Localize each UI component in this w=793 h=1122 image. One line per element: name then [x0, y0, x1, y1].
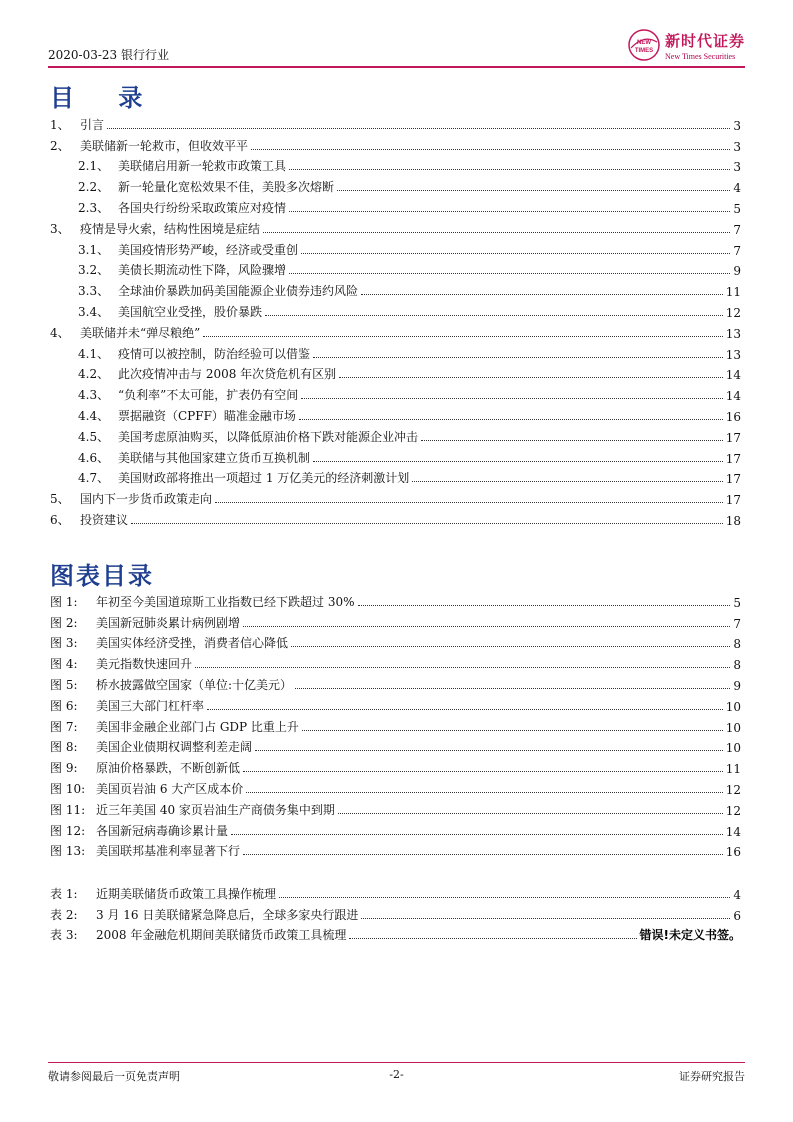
entry-page[interactable]: 6	[733, 908, 741, 923]
toc-entry[interactable]	[50, 445, 741, 466]
entry-label[interactable]: 美国三大部门杠杆率	[96, 698, 205, 713]
entry-number: 4.5、	[78, 429, 110, 444]
dot-leader	[243, 770, 723, 772]
entry-number: 图 13:	[50, 844, 86, 859]
entry-label[interactable]: 美国非金融企业部门占 GDP 比重上升	[96, 719, 299, 734]
entry-label[interactable]: 此次疫情冲击与 2008 年次贷危机有区别	[118, 367, 337, 382]
dot-leader	[289, 168, 730, 170]
entry-number: 4、	[50, 325, 70, 340]
entry-number: 4.1、	[78, 346, 110, 361]
dot-leader	[231, 833, 723, 835]
toc-title: 目 录	[50, 84, 161, 112]
entry-number: 图 9:	[50, 761, 78, 776]
entry-page[interactable]: 4	[733, 887, 741, 902]
toc-entry[interactable]	[50, 382, 741, 403]
dot-leader	[265, 314, 723, 316]
toc-entry[interactable]	[50, 258, 741, 279]
entry-number: 3.2、	[78, 263, 110, 278]
dot-leader	[412, 480, 722, 482]
entry-page[interactable]: 13	[725, 347, 741, 362]
entry-number: 4.3、	[78, 388, 110, 403]
toc-entry[interactable]	[50, 320, 741, 341]
list-entry[interactable]	[50, 923, 741, 944]
entry-page[interactable]: 8	[733, 637, 741, 652]
entry-page[interactable]: 7	[733, 616, 741, 631]
entry-page[interactable]: 17	[725, 430, 741, 445]
list-entry[interactable]	[50, 672, 741, 693]
toc-entry[interactable]	[50, 133, 741, 154]
dot-leader	[313, 356, 723, 358]
toc-list	[50, 112, 741, 528]
dot-leader	[302, 729, 723, 731]
entry-page[interactable]: 16	[725, 409, 741, 424]
entry-page[interactable]: 错误!未定义书签。	[639, 928, 741, 943]
entry-page[interactable]: 14	[725, 824, 741, 839]
entry-page[interactable]: 4	[733, 181, 741, 196]
dot-leader	[301, 397, 722, 399]
entry-number: 图 8:	[50, 740, 78, 755]
report-date-industry: 2020-03-23 银行行业	[48, 48, 170, 62]
entry-label[interactable]: 美联储新一轮救市，但收效平平	[80, 138, 249, 153]
dot-leader	[421, 439, 723, 441]
entry-label[interactable]: 疫情是导火索，结构性困境是症结	[80, 221, 261, 236]
entry-label[interactable]: 年初至今美国道琼斯工业指数已经下跌超过 30%	[96, 594, 355, 609]
entry-label[interactable]: 美联储启用新一轮救市政策工具	[118, 159, 287, 174]
entry-label[interactable]: 美国疫情形势严峻，经济或受重创	[118, 242, 299, 257]
entry-page[interactable]: 10	[725, 699, 741, 714]
entry-label[interactable]: 全球油价暴跌加码美国能源企业债券违约风险	[118, 284, 359, 299]
entry-page[interactable]: 17	[725, 472, 741, 487]
entry-page[interactable]: 12	[725, 305, 741, 320]
entry-label[interactable]: 美联储并未“弹尽粮绝”	[80, 325, 201, 340]
entry-number: 图 10:	[50, 781, 86, 796]
entry-label[interactable]: 美国新冠肺炎累计病例剧增	[96, 615, 241, 630]
entry-page[interactable]: 5	[733, 201, 741, 216]
entry-number: 图 4:	[50, 657, 78, 672]
dot-leader	[295, 687, 730, 689]
entry-label[interactable]: 桥水披露做空国家（单位:十亿美元）	[96, 677, 293, 692]
dot-leader	[289, 210, 730, 212]
entry-page[interactable]: 11	[725, 285, 741, 300]
entry-label[interactable]: 各国央行纷纷采取政策应对疫情	[118, 200, 287, 215]
entry-number: 图 6:	[50, 698, 78, 713]
entry-label[interactable]: 美国财政部将推出一项超过 1 万亿美元的经济刺激计划	[118, 471, 410, 486]
entry-page[interactable]: 10	[725, 741, 741, 756]
entry-label[interactable]: 美国考虑原油购买，以降低原油价格下跌对能源企业冲击	[118, 429, 419, 444]
page-number: -2-	[389, 1068, 404, 1081]
dot-leader	[195, 666, 730, 668]
toc-entry[interactable]	[50, 341, 741, 362]
entry-page[interactable]: 17	[725, 451, 741, 466]
entry-label[interactable]: 美元指数快速回升	[96, 657, 193, 672]
entry-page[interactable]: 12	[725, 782, 741, 797]
dot-leader	[358, 604, 731, 606]
entry-page[interactable]: 13	[725, 326, 741, 341]
entry-page[interactable]: 18	[725, 513, 741, 528]
entry-label[interactable]: 2008 年金融危机期间美联储货币政策工具梳理	[96, 928, 347, 943]
entry-page[interactable]: 9	[733, 678, 741, 693]
entry-label[interactable]: 近期美联储货币政策工具操作梳理	[96, 886, 277, 901]
list-entry[interactable]	[50, 735, 741, 756]
entry-label[interactable]: 3 月 16 日美联储紧急降息后，全球多家央行跟进	[96, 907, 359, 922]
toc-entry[interactable]	[50, 237, 741, 258]
entry-number: 3、	[50, 221, 70, 236]
entry-page[interactable]: 3	[733, 118, 741, 133]
list-entry[interactable]	[50, 902, 741, 923]
entry-label[interactable]: 近三年美国 40 家页岩油生产商债务集中到期	[96, 802, 335, 817]
entry-page[interactable]: 10	[725, 720, 741, 735]
entry-page[interactable]: 3	[733, 139, 741, 154]
svg-text:NEW: NEW	[636, 40, 651, 46]
entry-label[interactable]: 引言	[80, 117, 105, 132]
entry-page[interactable]: 8	[733, 658, 741, 673]
toc-entry[interactable]	[50, 216, 741, 237]
entry-number: 图 3:	[50, 636, 78, 651]
entry-page[interactable]: 7	[733, 243, 741, 258]
list-entry[interactable]	[50, 714, 741, 735]
entry-page[interactable]: 16	[725, 845, 741, 860]
dot-leader	[339, 376, 723, 378]
page-header	[48, 22, 745, 64]
logo-emblem-icon	[627, 28, 661, 62]
entry-number: 5、	[50, 492, 70, 507]
entry-page[interactable]: 5	[733, 595, 741, 610]
toc-entry[interactable]	[50, 195, 741, 216]
entry-page[interactable]: 14	[725, 368, 741, 383]
entry-label[interactable]: 美联储与其他国家建立货币互换机制	[118, 450, 311, 465]
entry-label[interactable]: 国内下一步货币政策走向	[80, 492, 213, 507]
dot-leader	[243, 625, 730, 627]
list-entry[interactable]	[50, 881, 741, 902]
dot-leader	[255, 749, 723, 751]
dot-leader	[243, 853, 723, 855]
entry-number: 4.2、	[78, 367, 110, 382]
toc-entry[interactable]	[50, 486, 741, 507]
dot-leader	[349, 937, 636, 939]
entry-label[interactable]: 原油价格暴跌，不断创新低	[96, 761, 241, 776]
company-logo	[627, 28, 745, 62]
report-type: 证券研究报告	[679, 1070, 745, 1083]
toc-entry[interactable]	[50, 174, 741, 195]
toc-entry[interactable]	[50, 403, 741, 424]
entry-number: 图 12:	[50, 823, 86, 838]
header-divider	[48, 66, 745, 68]
svg-text:TIMES: TIMES	[634, 48, 654, 54]
disclaimer-note: 敬请参阅最后一页免责声明	[48, 1070, 180, 1083]
entry-label[interactable]: 票据融资（CPFF）瞄准金融市场	[118, 408, 296, 423]
dot-leader	[203, 335, 722, 337]
dot-leader	[215, 501, 723, 503]
entry-label[interactable]: “负利率”不太可能，扩表仍有空间	[118, 388, 299, 403]
entry-number: 6、	[50, 512, 70, 527]
entry-number: 图 11:	[50, 802, 86, 817]
entry-number: 2.3、	[78, 200, 110, 215]
entry-number: 2.1、	[78, 159, 110, 174]
dot-leader	[289, 272, 730, 274]
list-entry[interactable]	[50, 610, 741, 631]
figure-list-title: 图表目录	[50, 562, 154, 590]
entry-label[interactable]: 新一轮量化宽松效果不佳，美股多次熔断	[118, 180, 335, 195]
entry-label[interactable]: 美国实体经济受挫，消费者信心降低	[96, 636, 289, 651]
entry-page[interactable]: 17	[725, 493, 741, 508]
list-entry[interactable]	[50, 631, 741, 652]
table-list	[50, 881, 741, 943]
entry-number: 表 3:	[50, 928, 78, 943]
entry-number: 1、	[50, 117, 70, 132]
entry-number: 图 2:	[50, 615, 78, 630]
toc-entry[interactable]	[50, 362, 741, 383]
dot-leader	[301, 252, 730, 254]
dot-leader	[291, 645, 730, 647]
toc-entry[interactable]	[50, 466, 741, 487]
entry-label[interactable]: 投资建议	[80, 512, 129, 527]
dot-leader	[131, 522, 723, 524]
dot-leader	[263, 231, 730, 233]
toc-entry[interactable]	[50, 112, 741, 133]
dot-leader	[246, 791, 722, 793]
dot-leader	[361, 293, 723, 295]
toc-entry[interactable]	[50, 278, 741, 299]
list-entry[interactable]	[50, 755, 741, 776]
entry-label[interactable]: 美国页岩油 6 大产区成本价	[96, 781, 244, 796]
entry-number: 图 7:	[50, 719, 78, 734]
dot-leader	[338, 812, 723, 814]
dot-leader	[313, 460, 723, 462]
dot-leader	[251, 148, 730, 150]
entry-label[interactable]: 美国航空业受挫，股价暴跌	[118, 304, 263, 319]
list-entry[interactable]	[50, 693, 741, 714]
dot-leader	[279, 896, 730, 898]
list-entry[interactable]	[50, 651, 741, 672]
entry-number: 2、	[50, 138, 70, 153]
dot-leader	[107, 127, 730, 129]
entry-page[interactable]: 11	[725, 762, 741, 777]
footer-divider	[48, 1062, 745, 1063]
dot-leader	[299, 418, 723, 420]
dot-leader	[207, 708, 723, 710]
figure-list	[50, 589, 741, 859]
logo-name-en: New Times Securities	[664, 51, 736, 61]
list-entry[interactable]	[50, 589, 741, 610]
entry-number: 图 1:	[50, 594, 78, 609]
entry-page[interactable]: 14	[725, 389, 741, 404]
dot-leader	[361, 917, 730, 919]
list-entry[interactable]	[50, 776, 741, 797]
dot-leader	[337, 189, 730, 191]
entry-label[interactable]: 美国联邦基准利率显著下行	[96, 844, 241, 859]
entry-page[interactable]: 3	[733, 160, 741, 175]
entry-label[interactable]: 美国企业债期权调整利差走阔	[96, 740, 253, 755]
toc-entry[interactable]	[50, 424, 741, 445]
entry-number: 表 2:	[50, 907, 78, 922]
toc-entry[interactable]	[50, 154, 741, 175]
entry-page[interactable]: 7	[733, 222, 741, 237]
entry-label[interactable]: 疫情可以被控制，防治经验可以借鉴	[118, 346, 311, 361]
list-entry[interactable]	[50, 818, 741, 839]
list-entry[interactable]	[50, 797, 741, 818]
entry-number: 3.4、	[78, 304, 110, 319]
entry-label[interactable]: 各国新冠病毒确诊累计量	[96, 823, 229, 838]
entry-number: 3.1、	[78, 242, 110, 257]
entry-number: 图 5:	[50, 677, 78, 692]
page-footer	[48, 1068, 745, 1084]
entry-number: 4.7、	[78, 471, 110, 486]
toc-entry[interactable]	[50, 507, 741, 528]
entry-page[interactable]: 9	[733, 264, 741, 279]
logo-name-cn: 新时代证券	[664, 31, 745, 50]
entry-page[interactable]: 12	[725, 803, 741, 818]
toc-entry[interactable]	[50, 299, 741, 320]
entry-number: 4.4、	[78, 408, 110, 423]
entry-number: 3.3、	[78, 284, 110, 299]
list-entry[interactable]	[50, 839, 741, 860]
entry-number: 4.6、	[78, 450, 110, 465]
entry-number: 2.2、	[78, 180, 110, 195]
entry-number: 表 1:	[50, 886, 78, 901]
entry-label[interactable]: 美债长期流动性下降，风险骤增	[118, 263, 287, 278]
